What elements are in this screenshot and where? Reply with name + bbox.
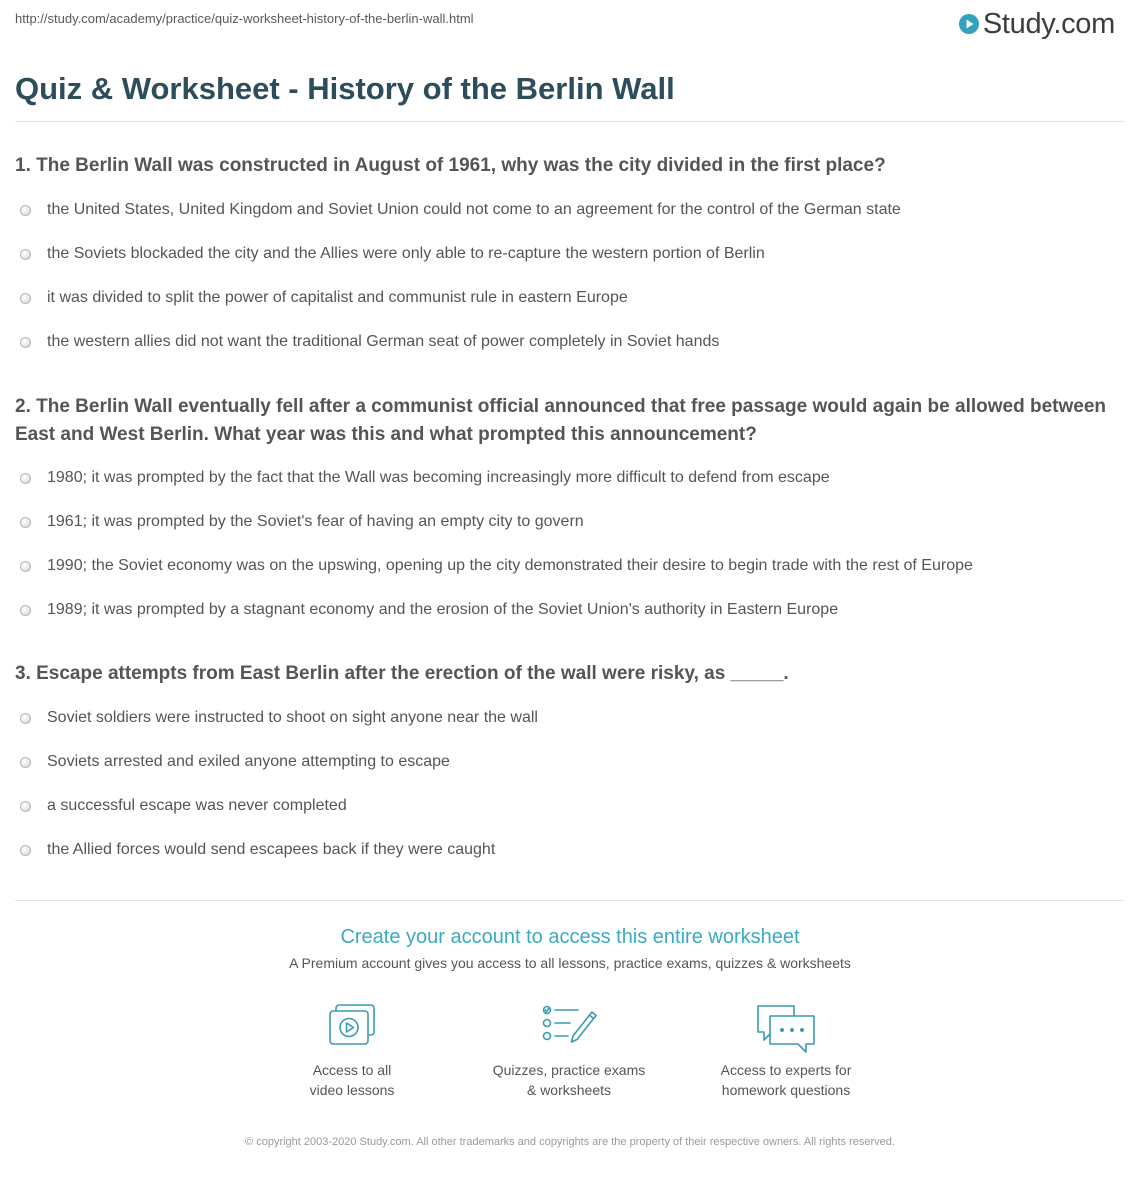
question-3: 3. Escape attempts from East Berlin after the erection of the wall were risky, as _____.: [15, 663, 789, 684]
question-1: 1. The Berlin Wall was constructed in August of 1961, why was the city divided in the first place?: [15, 155, 886, 176]
cta-divider: [15, 900, 1125, 901]
copyright-text: © copyright 2003-2020 Study.com. All other trademarks and copyrights are the property of their respective owners. All rights reserved.: [245, 1136, 895, 1148]
answer-option[interactable]: [20, 556, 973, 600]
answer-option[interactable]: [20, 796, 538, 840]
logo-text: Study.com: [982, 8, 1115, 40]
feature-label: [686, 1060, 886, 1100]
study-logo[interactable]: [958, 6, 1115, 42]
cta-title[interactable]: Create your account to access this entire worksheet: [340, 926, 800, 948]
cta-subtitle: A Premium account gives you access to all lessons, practice exams, quizzes & worksheets: [289, 955, 851, 971]
answer-option[interactable]: [20, 288, 901, 332]
radio-button[interactable]: [20, 249, 31, 260]
feature-label-line1: Access to experts for: [720, 1062, 852, 1078]
radio-button[interactable]: [20, 757, 31, 768]
answer-option[interactable]: [20, 752, 538, 796]
feature-label-line1: Quizzes, practice exams: [492, 1062, 646, 1078]
answer-text: 1989; it was prompted by a stagnant economy and the erosion of the Soviet Union's authority in Eastern Europe: [47, 601, 839, 618]
radio-button[interactable]: [20, 337, 31, 348]
radio-button[interactable]: [20, 845, 31, 856]
feature-experts: [686, 1002, 886, 1100]
feature-label-line1: Access to all: [312, 1062, 392, 1078]
answers-1: [20, 200, 901, 376]
radio-button[interactable]: [20, 801, 31, 812]
answer-option[interactable]: [20, 244, 901, 288]
answer-text: the Soviets blockaded the city and the Allies were only able to re-capture the western portion of Berlin: [47, 245, 765, 262]
video-lessons-icon: [326, 1002, 378, 1048]
answers-2: [20, 468, 973, 644]
feature-label: [252, 1060, 452, 1100]
answer-text: it was divided to split the power of capitalist and communist rule in eastern Europe: [47, 289, 628, 306]
radio-button[interactable]: [20, 205, 31, 216]
answer-text: Soviets arrested and exiled anyone attempting to escape: [47, 753, 450, 770]
answer-option[interactable]: [20, 468, 973, 512]
play-circle-icon: [958, 13, 980, 35]
answer-text: the Allied forces would send escapees back if they were caught: [47, 841, 496, 858]
feature-label-line2: video lessons: [309, 1082, 395, 1098]
radio-button[interactable]: [20, 293, 31, 304]
answer-option[interactable]: [20, 708, 538, 752]
answer-text: the United States, United Kingdom and Soviet Union could not come to an agreement for the control of the German state: [47, 201, 901, 218]
feature-label-line2: & worksheets: [526, 1082, 612, 1098]
answer-option[interactable]: [20, 332, 901, 376]
answer-option[interactable]: [20, 200, 901, 244]
feature-quizzes: [469, 1002, 669, 1100]
radio-button[interactable]: [20, 561, 31, 572]
feature-video-lessons: [252, 1002, 452, 1100]
answer-text: 1961; it was prompted by the Soviet's fear of having an empty city to govern: [47, 513, 584, 530]
answer-text: 1990; the Soviet economy was on the upswing, opening up the city demonstrated their desire to begin trade with the rest of Europe: [47, 557, 973, 574]
answer-option[interactable]: [20, 512, 973, 556]
answer-text: the western allies did not want the traditional German seat of power completely in Soviet hands: [47, 333, 720, 350]
title-divider: [15, 121, 1125, 122]
radio-button[interactable]: [20, 473, 31, 484]
answer-text: a successful escape was never completed: [47, 797, 347, 814]
page-title: Quiz & Worksheet - History of the Berlin Wall: [15, 71, 675, 106]
radio-button[interactable]: [20, 713, 31, 724]
radio-button[interactable]: [20, 517, 31, 528]
feature-label: [469, 1060, 669, 1100]
answer-text: 1980; it was prompted by the fact that the Wall was becoming increasingly more difficult to defend from escape: [47, 469, 830, 486]
feature-label-line2: homework questions: [721, 1082, 851, 1098]
answer-text: Soviet soldiers were instructed to shoot on sight anyone near the wall: [47, 709, 538, 726]
page-url: http://study.com/academy/practice/quiz-worksheet-history-of-the-berlin-wall.html: [15, 11, 474, 26]
chat-bubbles-icon: [754, 1002, 818, 1054]
answers-3: [20, 708, 538, 884]
answer-option[interactable]: [20, 600, 973, 644]
answer-option[interactable]: [20, 840, 538, 884]
quiz-checklist-icon: [540, 1002, 598, 1048]
radio-button[interactable]: [20, 605, 31, 616]
question-2: 2. The Berlin Wall eventually fell after a communist official announced that free passage would again be allowed between East and West Berlin. What year was this and what prompted this announcement?: [15, 396, 1106, 445]
